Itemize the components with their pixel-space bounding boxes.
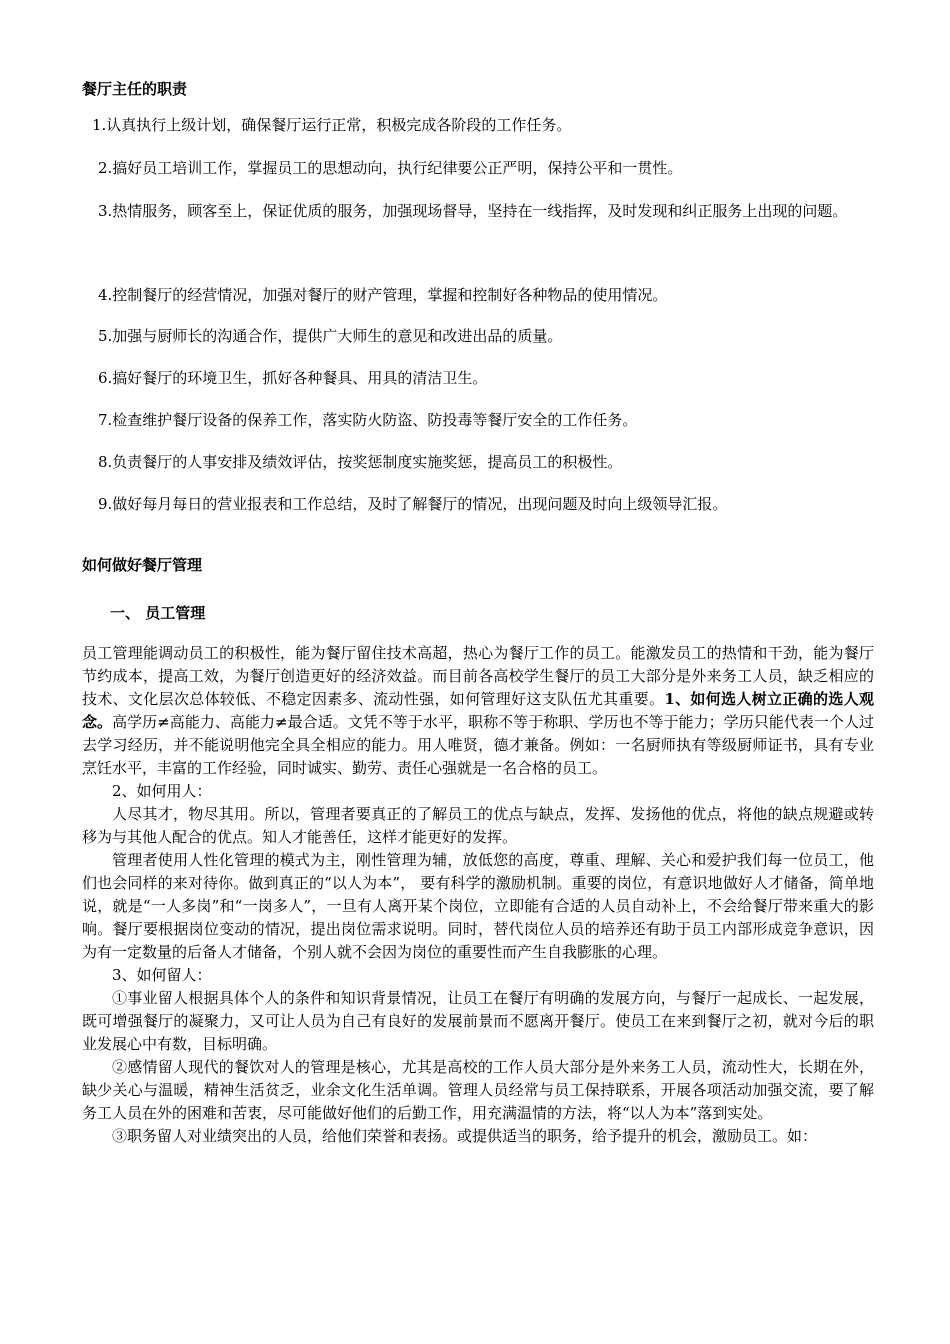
duty-item-text: 1.认真执行上级计划，确保餐厅运行正常，积极完成各阶段的工作任务。 (92, 116, 572, 134)
duty-item-text: 7.检查维护餐厅设备的保养工作，落实防火防盗、防投毒等餐厅安全的工作任务。 (98, 411, 638, 429)
paragraph-use-people: 人尽其才，物尽其用。所以，管理者要真正的了解员工的优点与缺点，发挥、发扬他的优点，将他的缺点规避或转移为与其他人配合的优点。知人才能善任，这样才能更好的发挥。 (82, 805, 874, 846)
duty-item-5 (98, 314, 888, 358)
duty-item-7 (98, 398, 888, 442)
duty-item-2 (98, 146, 888, 190)
duty-item-6 (98, 356, 888, 400)
subsection-staff-management: 一、 员工管理 (110, 604, 206, 622)
paragraph-career-retention: ①事业留人根据具体个人的条件和知识背景情况，让员工在餐厅有明确的发展方向，与餐厅一起成长、一起发展，既可增强餐厅的凝聚力，又可让人员为自己有良好的发展前景而不愿离开餐厅。使员工在来到餐厅之初，就对今后的职业发展心中有数，目标明确。 (82, 989, 874, 1053)
heading-retain-people: 3、如何留人： (112, 966, 212, 984)
paragraph-select-text: 高学历≠高能力、高能力≠最合适。文凭不等于水平，职称不等于称职、学历也不等于能力；学历只能代表一个人过去学习经历，并不能说明他完全具全相应的能力。用人唯贤，德才兼备。例如：一名厨师执有等级厨师证书，具有专业烹饪水平，丰富的工作经验，同时诚实、勤劳、责任心强就是一名合格的员工。 (82, 713, 874, 777)
duty-item-text: 2.搞好员工培训工作，掌握员工的思想动向，执行纪律要公正严明，保持公平和一贯性。 (98, 159, 683, 177)
paragraph-intro (82, 642, 874, 780)
paragraph-emotional-retention: ②感情留人现代的餐饮对人的管理是核心，尤其是高校的工作人员大部分是外来务工人员，流动性大，长期在外，缺少关心与温暖，精神生活贫乏，业余文化生活单调。管理人员经常与员工保持联系，开展各项活动加强交流，要了解务工人员在外的困难和苦衷，尽可能做好他们的后勤工作，用充满温情的方法，将“以人为本”落到实处。 (82, 1058, 874, 1122)
duty-item-text: 6.搞好餐厅的环境卫生，抓好各种餐具、用具的清洁卫生。 (98, 369, 488, 387)
section-title-duties: 餐厅主任的职责 (82, 80, 188, 98)
duty-item-4 (98, 273, 888, 317)
select-people-heading: 1、如何选人树立正确的选人观念。 (82, 690, 874, 731)
duty-item-text: 4.控制餐厅的经营情况，加强对餐厅的财产管理，掌握和控制好各种物品的使用情况。 (98, 286, 668, 304)
duty-item-text: 9.做好每月每日的营业报表和工作总结，及时了解餐厅的情况，出现问题及时向上级领导汇报。 (98, 495, 728, 513)
duty-item-9 (98, 482, 888, 526)
heading-use-people: 2、如何用人： (112, 782, 212, 800)
duty-item-8 (98, 440, 888, 484)
duty-item-3 (82, 189, 872, 233)
section-title-management: 如何做好餐厅管理 (82, 556, 203, 574)
duty-item-text: 5.加强与厨师长的沟通合作，提供广大师生的意见和改进出品的质量。 (98, 327, 563, 345)
duty-item-1 (92, 103, 882, 147)
duty-item-text: 3.热情服务，顾客至上，保证优质的服务，加强现场督导，坚持在一线指挥，及时发现和纠正服务上出现的问题。 (98, 202, 848, 220)
management-body (82, 642, 874, 1148)
paragraph-intro-text: 员工管理能调动员工的积极性，能为餐厅留住技术高超，热心为餐厅工作的员工。能激发员工的热情和干劲，能为餐厅节约成本，提高工效，为餐厅创造更好的经济效益。而目前各高校学生餐厅的员工大部分是外来务工人员，缺乏相应的技术、文化层次总体较低、不稳定因素多、流动性强，如何管理好这支队伍尤其重要。 (82, 644, 874, 708)
paragraph-humanized-management: 管理者使用人性化管理的模式为主，刚性管理为辅，放低您的高度，尊重、理解、关心和爱护我们每一位员工，他们也会同样的来对待你。做到真正的“以人为本”， 要有科学的激励机制。重要的岗位，有意识地做好人才储备，简单地说，就是“一人多岗”和“一岗多人”，一旦有人离开某个岗位，立即能有合适的人员自动补上，不会给餐厅带来重大的影响。餐厅要根据岗位变动的情况，提出岗位需求说明。同时，替代岗位人员的培养还有助于员工内部形成竞争意识，因为有一定数量的后备人才储备，个别人就不会因为岗位的重要性而产生自我膨胀的心理。 (82, 851, 874, 961)
duty-item-text: 8.负责餐厅的人事安排及绩效评估，按奖惩制度实施奖惩，提高员工的积极性。 (98, 453, 623, 471)
paragraph-position-retention: ③职务留人对业绩突出的人员，给他们荣誉和表扬。或提供适当的职务，给予提升的机会，激励员工。如： (112, 1127, 818, 1145)
